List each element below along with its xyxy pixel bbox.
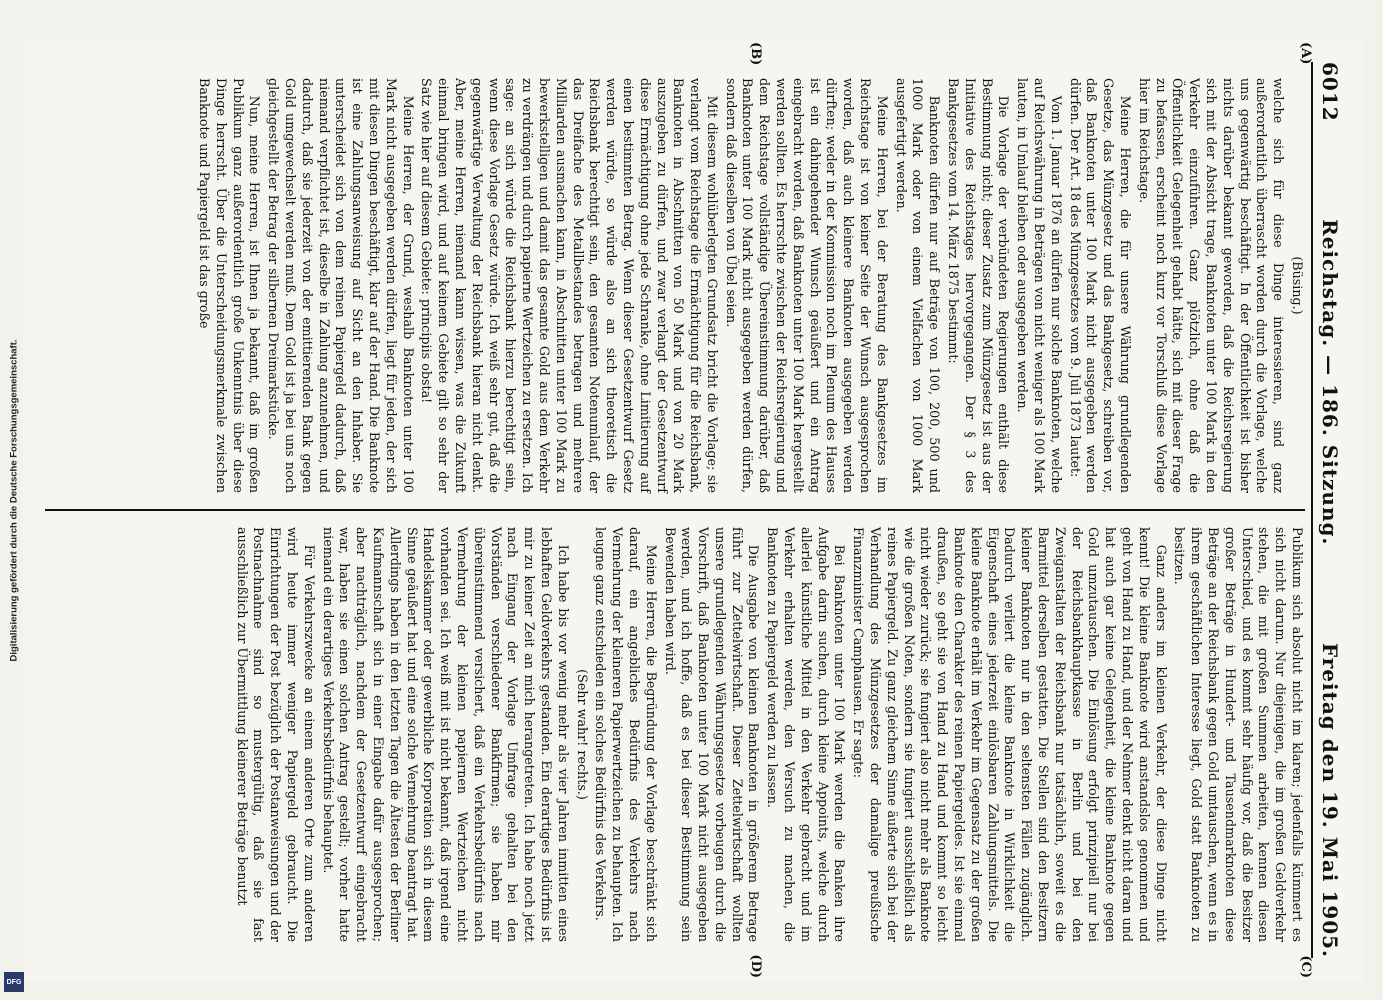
header-session: Reichstag. — 186. Sitzung. — [1318, 219, 1342, 546]
margin-letter-b: (B) — [748, 42, 763, 66]
paragraph: Ich habe bis vor wenig mehr als vier Jahren inmitten eines lebhaften Geldverkehrs gestanden. Ein derartiges Bedürfnis ist mir zu keiner Zeit an mich herangetreten. Ich habe noch jetzt nach Eingang der Vorlage Umfrage gehalten bei den Vorständen verschiedener Bankfirmen; sie haben mir übereinstimmend versichert, daß ein Verkehrsbedürfnis nach Vermehrung der kleinen papiernen Wertzeichen nicht vorhanden sei. Ich weiß mit ist nicht bekannt, daß irgend eine Handelskammer oder gewerbliche Korporation sich in diesem Sinne geäußert hat und eine solche Vermehrung beantragt hat. Allerdings haben in den letzten Tagen die Ältesten der Berliner Kaufmannschaft sich in einer Eingabe dafür ausgesprochen; aber nachträglich, nachdem der Gesetzentwurf eingebracht war, haben sie einen solchen Antrag gestellt; vorher hatte niemand ein derartiges Verkehrsbedürfnis behauptet. — [320, 527, 571, 942]
interjection: (Sehr wahr! rechts.) — [574, 669, 590, 800]
paragraph: Meine Herren, bei der Beratung des Bankgesetzes im Reichstage ist von keiner Seite der Wunsch ausgesprochen worden, daß auch kleinere Banknoten ausgegeben werden dürften; weder in der Kommission noch im Plenum des Hauses ist ein dahingehender Wunsch geäußert und ein Antrag eingebracht worden, daß Banknoten unter 100 Mark hergestellt werden sollten. Es herrschte zwischen der Reichsregierung und dem Reichstage vollständige Übereinstimmung darüber, daß Banknoten unter 100 Mark nicht ausgegeben werden dürfen, sondern daß dieselben von Übel seien. — [723, 78, 890, 493]
dfg-logo-icon: DFG — [4, 972, 24, 992]
column-right — [45, 511, 1305, 958]
quote-paragraph: Bei Banknoten unter 100 Mark werden die Banken ihre Aufgabe darin suchen, durch kleine Appoints, welche durch allerlei künstliche Mittel in den Verkehr gebracht und im Verkehr erhalten werden, den Versuch zu machen, die Banknoten zu Papiergeld werden zu lassen. — [765, 527, 848, 942]
scanned-page — [23, 40, 1363, 980]
paragraph: Meine Herren, die für unsere Währung grundlegenden Gesetze, das Münzgesetz und das Bankgesetz, schreiben vor, daß Banknoten unter 100 Mark nicht ausgegeben werden dürfen. Der Art. 18 des Münzgesetzes vom 9. Juli 1873 lautet: — [1067, 78, 1134, 493]
page-header — [1311, 62, 1347, 958]
text-columns — [45, 62, 1305, 958]
paragraph: Für Verkehrszwecke an einem anderen Orte zum anderen wird heute immer weniger Papiergeld gebraucht. Die Einrichtungen der Post bezüglich der Postanweisungen und der Postnachnahme sind so mustergültig, daß sie fast ausschließlich zur Übermittlung kleinerer Beträge benutzt — [234, 527, 317, 942]
margin-letter-d: (D) — [748, 954, 763, 978]
credit-text: Digitalisierung gefördert durch die Deutsche Forschungsgemeinschaft. — [8, 339, 20, 661]
quote-paragraph: Vom 1. Januar 1876 an dürfen nur solche Banknoten, welche auf Reichswährung in Beträgen von nicht weniger als 100 Mark lauten, in Umlauf bleiben oder ausgegeben werden. — [1015, 78, 1064, 493]
digitization-credit — [6, 0, 22, 1000]
paragraph: Meine Herren, die Begründung der Vorlage beschränkt sich darauf, ein angebliches Bedürfnis des Verkehrs nach Vermehrung der kleineren Papierwertzeichen zu behaupten. Ich leugne ganz entschieden ein solches Bedürfnis des Verkehrs. — [593, 527, 659, 942]
paragraph: Ganz anders im kleinen Verkehr, der diese Dinge nicht kennt! Die kleine Banknote wird anstandslos genommen und geht von Hand zu Hand, und der Nehmer denkt nicht daran und hat auch gar keine Gelegenheit, die kleine Banknote gegen Gold umzutauschen. Die Einlösung erfolgt prinzipiell nur bei der Reichsbankhauptkasse in Berlin und bei den Zweiganstalten der Reichsbank nur tatsächlich, soweit es die Barmittel derselben gestatten. Die Stellen sind den Besitzern kleiner Banknoten nur in den seltensten Fällen zugänglich. Dadurch verliert die kleine Banknote in Wirklichkeit die Eigenschaft eines jederzeit einlösbaren Zahlungsmittels. Die kleine Banknote erhält im Verkehr im Gegensatz zu der großen Banknote den Charakter des reinen Papiergeldes. Ist sie einmal draußen, so geht sie von Hand zu Hand und kommt so leicht nicht wieder zurück; sie fungiert also nicht mehr als Banknote wie die großen Noten, sondern sie fungiert ausschließlich als reines Papiergeld. Zu ganz gleichem Sinne äußerte sich bei der Verhandlung des Münzgesetzes der damalige preußische Finanzminister Camphausen. Er sagte: — [851, 527, 1169, 942]
header-date: Freitag den 19. Mai 1905. — [1318, 642, 1342, 958]
column-left — [45, 62, 1305, 509]
paragraph: Die Ausgabe von kleinen Banknoten in größerem Betrage führt zur Zettelwirtschaft. Dieser Zettelwirtschaft wollten unsere grundlegenden Währungsgesetze vorbeugen durch die Vorschrift, daß Banknoten unter 100 Mark nicht ausgegeben werden, und ich hoffe, daß es bei dieser Bestimmung sein Bewenden haben wird. — [662, 527, 762, 942]
page-number: 6012 — [1318, 62, 1342, 122]
margin-letter-a: (A) — [1298, 42, 1313, 65]
paragraph: Mit diesem wohlüberlegten Grundsatz bricht die Vorlage; sie verlangt vom Reichstage die Ermächtigung für die Reichsbank, Banknoten in Abschnitten von 50 Mark und von 20 Mark auszugeben zu dürfen, und zwar verlangt der Gesetzentwurf diese Ermächtigung ohne jede Schranke, ohne Limitierung auf einen bestimmten Betrag. Wenn dieser Gesetzentwurf Gesetz werden würde, so würde also an sich theoretisch die Reichsbank berechtigt sein, den gesamten Notenumlauf, der das Dreifache des Metallbestandes betragen und mehrere Milliarden ausmachen kann, in Abschnitten unter 100 Mark zu bewerkstelligen und damit das gesamte Gold aus dem Verkehr zu verdrängen und durch papierne Wertzeichen zu ersetzen. Ich sage: an sich würde die Reichsbank hierzu berechtigt sein, wenn diese Vorlage Gesetz würde. Ich weiß sehr gut, daß die gegenwärtige Verwaltung der Reichsbank hieran nicht denkt. Aber, meine Herren, niemand kann wissen, was die Zukunft einmal bringen wird, und auf keinem Gebiete gilt so sehr der Satz wie hier auf diesem Gebiete: principiis obsta! — [419, 78, 720, 493]
paragraph: Meine Herren, der Grund, weshalb Banknoten unter 100 Mark nicht ausgegeben werden dürfen, liegt für jeden, der sich mit diesen Dingen beschäftigt, klar auf der Hand. Die Banknote ist eine Zahlungsanweisung auf Sicht an den Inhaber. Sie unterscheidet sich von dem reinen Papiergeld dadurch, daß niemand verpflichtet ist, dieselbe in Zahlung anzunehmen, und dadurch, daß sie jederzeit von der emittierenden Bank gegen Gold umgewechselt werden muß. Dem Gold ist ja bei uns noch gleichgestellt der Betrag der silbernen Dreimarkstücke. — [266, 78, 416, 493]
margin-letter-c: (C) — [1298, 955, 1313, 978]
speaker-label: (Büsing.) — [1290, 256, 1305, 315]
quote-paragraph: Banknoten dürfen nur auf Beträge von 100, 200, 500 und 1000 Mark oder von einem Vielfachen von 1000 Mark ausgefertigt werden. — [893, 78, 943, 493]
paragraph: welche sich für diese Dinge interessieren, sind ganz außerordentlich überrascht worden durch die Vorlage, welche uns gegenwärtig beschäftigt. In der Öffentlichkeit ist bisher nichts darüber bekannt geworden, daß die Reichsregierung sich mit der Absicht trage, Banknoten unter 100 Mark in den Verkehr einzuführen. Ganz plötzlich, ohne daß die Öffentlichkeit Gelegenheit gehabt hätte, sich mit dieser Frage zu befassen, erscheint noch kurz vor Torschluß diese Vorlage hier im Reichstage. — [1136, 78, 1287, 493]
paragraph: Die Vorlage der verbündeten Regierungen enthält diese Bestimmung nicht; dieser Zusatz zum Münzgesetz ist aus der Initiative des Reichstages hervorgegangen. Der § 3 des Bankgesetzes vom 14. März 1875 bestimmt: — [946, 78, 1012, 493]
paragraph: Nun, meine Herren, ist Ihnen ja bekannt, daß im großen Publikum ganz außerordentlich große Unkenntnis über diese Dinge herrscht. Über die Unterscheidungsmerkmale zwischen Banknote und Papiergeld ist das große — [197, 78, 263, 493]
paragraph: Publikum sich absolut nicht im klaren; jedenfalls kümmert es sich nicht darum. Nur diejenigen, die im großen Geldverkehr stehen, die mit großen Summen arbeiten, kennen diesen Unterschied, und es kommt sehr häufig vor, daß die Besitzer großer Beträge in Hundert- und Tausendmarknoten diese Beträge an der Reichsbank gegen Gold umtauschen, wenn es in ihrem geschäftlichen Interesse liegt, Gold statt Banknoten zu besitzen. — [1172, 527, 1305, 942]
